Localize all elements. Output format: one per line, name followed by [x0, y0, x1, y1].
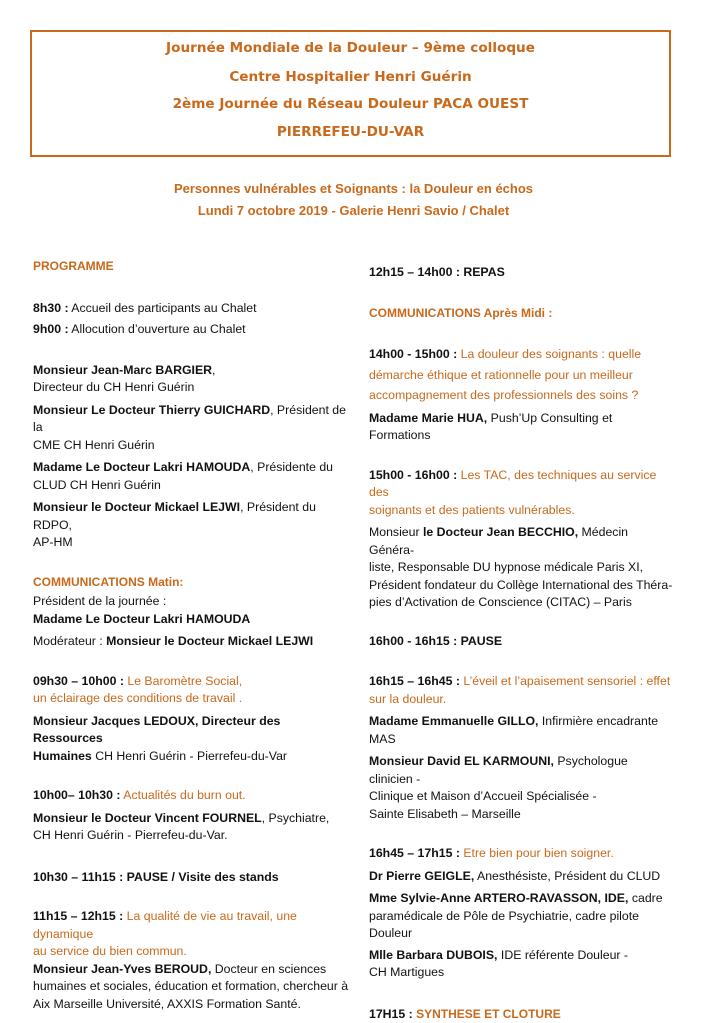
session-5: 15h00 - 16h00 : Les TAC, des techniques au service des [369, 467, 674, 502]
network-day: 2ème Journée du Réseau Douleur PACA OUEST [32, 96, 669, 112]
session-4: 14h00 - 15h00 : La douleur des soignants : quelle [369, 346, 674, 364]
session-title: démarche éthique et rationnelle pour un meilleur [369, 367, 674, 385]
session-title: soignants et des patients vulnérables. [369, 502, 674, 520]
moderator: Modérateur : Monsieur le Docteur Mickael LEJWI [33, 633, 353, 651]
date-line: Lundi 7 octobre 2019 - Galerie Henri Savio / Chalet [0, 203, 707, 218]
speaker: Dr Pierre GEIGLE, Anesthésiste, Président du CLUD [369, 868, 674, 886]
speaker: Monsieur Jean-Yves BEROUD, Docteur en sciences [33, 961, 353, 979]
left-column [33, 258, 353, 1013]
session-title: sur la douleur. [369, 691, 674, 709]
session-6: 16h15 – 16h45 : L’éveil et l’apaisement sensoriel : effet [369, 673, 674, 691]
session-3: 11h15 – 12h15 : La qualité de vie au travail, une dynamique [33, 908, 353, 943]
hospital-name: Centre Hospitalier Henri Guérin [32, 69, 669, 85]
speaker: Monsieur le Docteur Vincent FOURNEL, Psychiatre, [33, 810, 353, 828]
morning-heading: COMMUNICATIONS Matin: [33, 574, 353, 592]
speaker: Monsieur Le Docteur Thierry GUICHARD, Président de la [33, 402, 353, 437]
speaker-role: paramédicale de Pôle de Psychiatrie, cadre pilote Douleur [369, 908, 674, 943]
speaker-role: CH Martigues [369, 964, 674, 982]
pause-break: 10h30 – 11h15 : PAUSE / Visite des stands [33, 869, 353, 887]
speaker: Madame Emmanuelle GILLO, Infirmière encadrante MAS [369, 713, 674, 748]
speaker: Monsieur Jacques LEDOUX, Directeur des Ressources [33, 713, 353, 748]
speaker-role: CME CH Henri Guérin [33, 437, 353, 455]
speaker: Mme Sylvie-Anne ARTERO-RAVASSON, IDE, cadre [369, 890, 674, 908]
speaker-role: Humaines CH Henri Guérin - Pierrefeu-du-Var [33, 748, 353, 766]
speaker: Monsieur le Docteur Jean BECCHIO, Médecin Généra- [369, 524, 674, 559]
president-label: Président de la journée : [33, 593, 353, 611]
speaker: Madame Marie HUA, Push’Up Consulting et Formations [369, 410, 674, 445]
speaker: Madame Le Docteur Lakri HAMOUDA, Présidente du [33, 459, 353, 477]
session-2: 10h00– 10h30 : Actualités du burn out. [33, 787, 353, 805]
session-1: 09h30 – 10h00 : Le Baromètre Social, [33, 673, 353, 691]
speaker-role: Sainte Elisabeth – Marseille [369, 806, 674, 824]
theme-line: Personnes vulnérables et Soignants : la Douleur en échos [0, 181, 707, 196]
lunch-break: 12h15 – 14h00 : REPAS [369, 264, 674, 282]
speaker: Mlle Barbara DUBOIS, IDE référente Douleur - [369, 947, 674, 965]
speaker: Monsieur David EL KARMOUNI, Psychologue clinicien - [369, 753, 674, 788]
session-title: accompagnement des professionnels des soins ? [369, 387, 674, 405]
speaker-role: CLUD CH Henri Guérin [33, 477, 353, 495]
session-title: un éclairage des conditions de travail . [33, 690, 353, 708]
speaker-role: Clinique et Maison d’Accueil Spécialisée - [369, 788, 674, 806]
speaker-role: humaines et sociales, éducation et formation, chercheur à [33, 978, 353, 996]
president-name: Madame Le Docteur Lakri HAMOUDA [33, 611, 353, 629]
pause-break: 16h00 - 16h15 : PAUSE [369, 633, 674, 651]
speaker-role: pies d’Activation de Conscience (CITAC) – Paris [369, 594, 674, 612]
event-title: Journée Mondiale de la Douleur – 9ème colloque [32, 40, 669, 56]
agenda-item: 8h30 : Accueil des participants au Chalet [33, 300, 353, 318]
session-7: 16h45 – 17h15 : Etre bien pour bien soigner. [369, 845, 674, 863]
speaker: Monsieur le Docteur Mickael LEJWI, Président du RDPO, [33, 499, 353, 534]
speaker-role: CH Henri Guérin - Pierrefeu-du-Var. [33, 827, 353, 845]
right-column [369, 264, 674, 1023]
session-title: au service du bien commun. [33, 943, 353, 961]
city: PIERREFEU-DU-VAR [32, 124, 669, 140]
agenda-item: 9h00 : Allocution d’ouverture au Chalet [33, 321, 353, 339]
speaker-role: liste, Responsable DU hypnose médicale Paris XI, [369, 559, 674, 577]
speaker-role: Directeur du CH Henri Guérin [33, 379, 353, 397]
speaker-role: AP-HM [33, 534, 353, 552]
speaker: Monsieur Jean-Marc BARGIER, [33, 362, 353, 380]
afternoon-heading: COMMUNICATIONS Après Midi : [369, 305, 674, 323]
header-banner [30, 30, 671, 157]
speaker-role: Président fondateur du Collège International des Théra- [369, 577, 674, 595]
closing: 17H15 : SYNTHESE ET CLOTURE [369, 1006, 674, 1023]
programme-heading: PROGRAMME [33, 258, 353, 276]
speaker-role: Aix Marseille Université, AXXIS Formation Santé. [33, 996, 353, 1014]
